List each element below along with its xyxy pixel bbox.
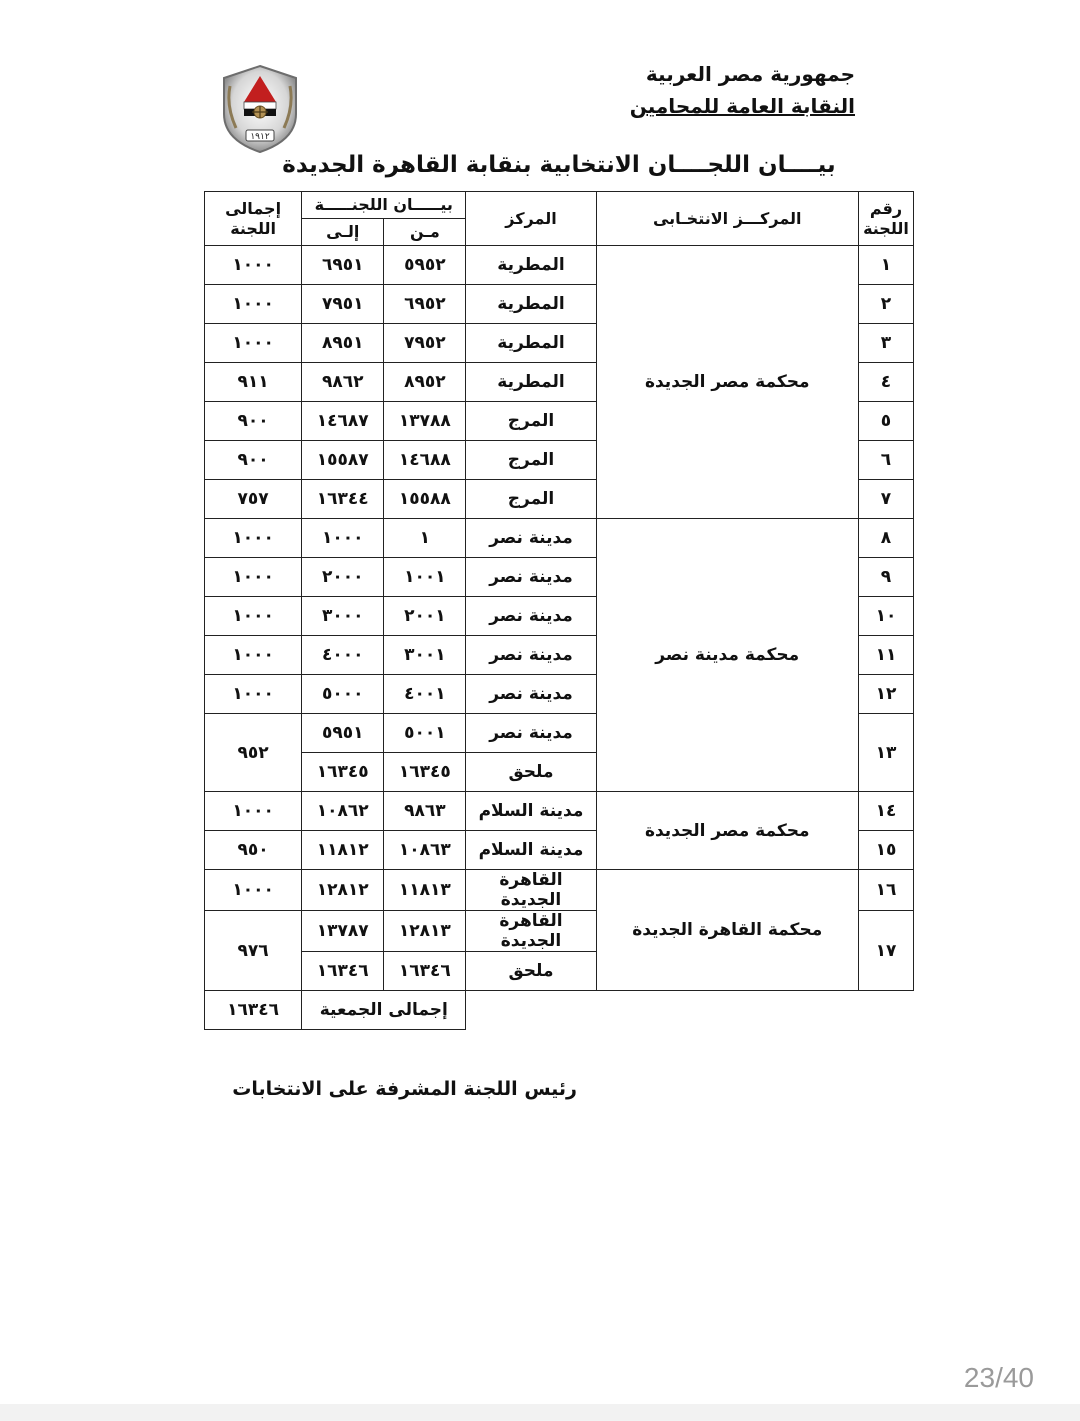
markaz-cell: المطرية — [466, 324, 596, 363]
committee-total-cell: ١٠٠٠ — [205, 597, 302, 636]
committee-number-cell: ٤ — [858, 363, 913, 402]
range-from-cell: ١٤٦٨٨ — [384, 441, 466, 480]
range-from-cell: ٥٠٠١ — [384, 714, 466, 753]
committee-total-cell: ١٠٠٠ — [205, 870, 302, 911]
header-number-line1: رقم — [869, 198, 903, 218]
committee-total-cell: ١٠٠٠ — [205, 519, 302, 558]
range-from-cell: ٢٠٠١ — [384, 597, 466, 636]
header-electoral-center: المركـــز الانتخـابى — [596, 192, 858, 246]
range-from-cell: ١٢٨١٣ — [384, 911, 466, 952]
header-committee-number — [858, 192, 913, 246]
header-total-line1: إجمالى — [225, 198, 282, 218]
committee-total-cell: ٩٧٦ — [205, 911, 302, 991]
markaz-cell: المرج — [466, 480, 596, 519]
viewer-bottom-strip — [0, 1404, 1080, 1421]
markaz-cell: المرج — [466, 441, 596, 480]
annex-markaz-cell: ملحق — [466, 952, 596, 991]
committee-total-cell: ١٠٠٠ — [205, 285, 302, 324]
electoral-center-cell: محكمة مدينة نصر — [596, 519, 858, 792]
grand-total-row — [205, 991, 914, 1030]
committee-number-cell: ٧ — [858, 480, 913, 519]
header-number-line2: اللجنة — [863, 218, 909, 238]
committee-number-cell: ١٦ — [858, 870, 913, 911]
committee-total-cell: ٩٠٠ — [205, 402, 302, 441]
committee-number-cell: ٨ — [858, 519, 913, 558]
annex-markaz-cell: ملحق — [466, 753, 596, 792]
markaz-cell: مدينة نصر — [466, 675, 596, 714]
range-from-cell: ٤٠٠١ — [384, 675, 466, 714]
markaz-cell: المطرية — [466, 363, 596, 402]
committee-number-cell: ١٧ — [858, 911, 913, 991]
range-to-cell: ٥٠٠٠ — [302, 675, 384, 714]
range-to-cell: ٧٩٥١ — [302, 285, 384, 324]
annex-from-cell: ١٦٣٤٦ — [384, 952, 466, 991]
range-to-cell: ١١٨١٢ — [302, 831, 384, 870]
range-from-cell: ١٠٠١ — [384, 558, 466, 597]
header-committee-total — [205, 192, 302, 246]
committee-total-cell: ٧٥٧ — [205, 480, 302, 519]
markaz-cell: مدينة السلام — [466, 792, 596, 831]
committee-total-cell: ٩٥٠ — [205, 831, 302, 870]
range-to-cell: ٢٠٠٠ — [302, 558, 384, 597]
committee-total-cell: ١٠٠٠ — [205, 636, 302, 675]
annex-to-cell: ١٦٣٤٥ — [302, 753, 384, 792]
document-header — [630, 58, 855, 122]
range-to-cell: ١٥٥٨٧ — [302, 441, 384, 480]
committee-number-cell: ١ — [858, 246, 913, 285]
grand-total-label: إجمالى الجمعية — [302, 991, 466, 1030]
range-to-cell: ٩٨٦٢ — [302, 363, 384, 402]
table-row — [205, 519, 914, 558]
range-from-cell: ٧٩٥٢ — [384, 324, 466, 363]
committee-number-cell: ١٥ — [858, 831, 913, 870]
committee-total-cell: ٩١١ — [205, 363, 302, 402]
range-from-cell: ١ — [384, 519, 466, 558]
committee-number-cell: ١٢ — [858, 675, 913, 714]
markaz-cell: مدينة السلام — [466, 831, 596, 870]
range-to-cell: ١٤٦٨٧ — [302, 402, 384, 441]
range-to-cell: ١٠٨٦٢ — [302, 792, 384, 831]
range-from-cell: ١٥٥٨٨ — [384, 480, 466, 519]
header-country: جمهورية مصر العربية — [645, 62, 855, 86]
committee-number-cell: ٥ — [858, 402, 913, 441]
range-from-cell: ١٠٨٦٣ — [384, 831, 466, 870]
committee-total-cell: ١٠٠٠ — [205, 558, 302, 597]
markaz-cell: المطرية — [466, 246, 596, 285]
emblem-year: ١٩١٢ — [250, 132, 270, 142]
table-row — [205, 870, 914, 911]
annex-from-cell: ١٦٣٤٥ — [384, 753, 466, 792]
committee-total-cell: ٩٠٠ — [205, 441, 302, 480]
markaz-cell: مدينة نصر — [466, 597, 596, 636]
committee-number-cell: ١٤ — [858, 792, 913, 831]
electoral-center-cell: محكمة مصر الجديدة — [596, 792, 858, 870]
range-to-cell: ٣٠٠٠ — [302, 597, 384, 636]
markaz-cell: المرج — [466, 402, 596, 441]
committee-total-cell: ١٠٠٠ — [205, 792, 302, 831]
committee-number-cell: ١١ — [858, 636, 913, 675]
markaz-cell: مدينة نصر — [466, 714, 596, 753]
header-markaz: المركز — [466, 192, 596, 246]
table-row — [205, 246, 914, 285]
signature-line: رئيس اللجنة المشرفة على الانتخابات — [232, 1078, 577, 1100]
page-counter: 23/40 — [963, 1362, 1034, 1393]
range-to-cell: ١٣٧٨٧ — [302, 911, 384, 952]
header-total-line2: اللجنة — [230, 218, 276, 238]
markaz-cell: مدينة نصر — [466, 636, 596, 675]
table-row — [205, 792, 914, 831]
committee-number-cell: ١٣ — [858, 714, 913, 792]
committee-total-cell: ١٠٠٠ — [205, 675, 302, 714]
range-to-cell: ٨٩٥١ — [302, 324, 384, 363]
table-header-row — [205, 192, 914, 219]
range-from-cell: ١١٨١٣ — [384, 870, 466, 911]
grand-total-value: ١٦٣٤٦ — [205, 991, 302, 1030]
header-syndicate: النقابة العامة للمحامين — [629, 94, 855, 118]
range-to-cell: ٤٠٠٠ — [302, 636, 384, 675]
markaz-cell: القاهرة الجديدة — [466, 870, 596, 911]
range-to-cell: ١٠٠٠ — [302, 519, 384, 558]
range-from-cell: ٥٩٥٢ — [384, 246, 466, 285]
committee-number-cell: ٩ — [858, 558, 913, 597]
committee-total-cell: ١٠٠٠ — [205, 246, 302, 285]
range-from-cell: ٦٩٥٢ — [384, 285, 466, 324]
range-from-cell: ٣٠٠١ — [384, 636, 466, 675]
range-from-cell: ١٣٧٨٨ — [384, 402, 466, 441]
range-from-cell: ٩٨٦٣ — [384, 792, 466, 831]
committee-total-cell: ١٠٠٠ — [205, 324, 302, 363]
header-from: مـن — [384, 219, 466, 246]
electoral-center-cell: محكمة القاهرة الجديدة — [596, 870, 858, 991]
grand-total-spacer — [466, 991, 914, 1030]
committee-number-cell: ٢ — [858, 285, 913, 324]
committee-total-cell: ٩٥٢ — [205, 714, 302, 792]
annex-to-cell: ١٦٣٤٦ — [302, 952, 384, 991]
header-range-group: بيـــــان اللجنـــــة — [302, 192, 466, 219]
header-to: إلـى — [302, 219, 384, 246]
markaz-cell: القاهرة الجديدة — [466, 911, 596, 952]
committees-table — [204, 191, 914, 1030]
syndicate-emblem-logo — [216, 62, 304, 154]
markaz-cell: المطرية — [466, 285, 596, 324]
range-to-cell: ٦٩٥١ — [302, 246, 384, 285]
range-to-cell: ٥٩٥١ — [302, 714, 384, 753]
markaz-cell: مدينة نصر — [466, 558, 596, 597]
range-from-cell: ٨٩٥٢ — [384, 363, 466, 402]
markaz-cell: مدينة نصر — [466, 519, 596, 558]
committee-number-cell: ٣ — [858, 324, 913, 363]
document-title: بيــــان اللجــــان الانتخابية بنقابة القاهرة الجديدة — [282, 152, 836, 178]
range-to-cell: ١٦٣٤٤ — [302, 480, 384, 519]
committee-number-cell: ٦ — [858, 441, 913, 480]
electoral-center-cell: محكمة مصر الجديدة — [596, 246, 858, 519]
range-to-cell: ١٢٨١٢ — [302, 870, 384, 911]
committee-number-cell: ١٠ — [858, 597, 913, 636]
